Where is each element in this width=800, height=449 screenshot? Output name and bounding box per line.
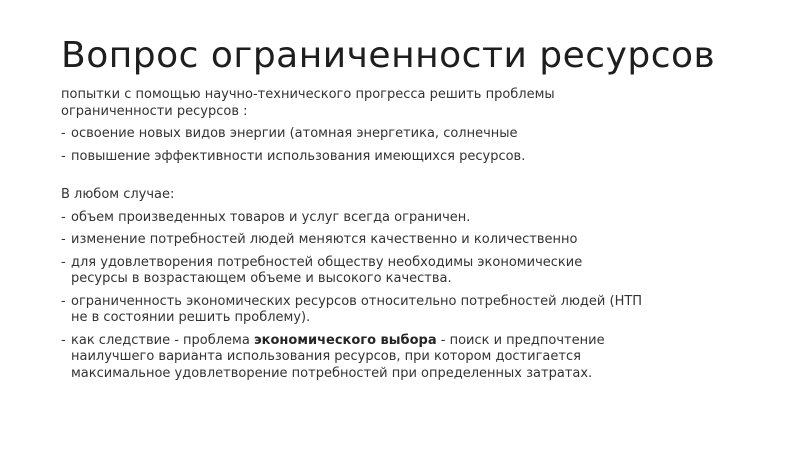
list-item-line: не в состоянии решить проблему). (71, 310, 311, 325)
list-item (61, 126, 761, 143)
emphasis-text: экономического выбора (253, 332, 437, 348)
bullet-dash: - (61, 254, 66, 270)
intro-line-2: ограниченности ресурсов : (61, 103, 248, 119)
list-item (61, 294, 761, 327)
intro-line-1: попытки с помощью научно-технического прогресса решить проблемы (61, 87, 555, 102)
list-item-line: ограниченность экономических ресурсов относительно потребностей людей (НТП (71, 293, 643, 309)
bullet-dash: - (61, 126, 66, 141)
list-item (61, 255, 761, 288)
list-item (61, 149, 761, 166)
section-heading: В любом случае: (61, 187, 175, 202)
bullet-dash: - (61, 232, 66, 247)
list-item (61, 333, 761, 383)
bullet-dash: - (61, 148, 66, 164)
list-item-text: освоение новых видов энергии (атомная энергетика, солнечные (71, 126, 518, 141)
slide-title: Вопрос ограниченности ресурсов (61, 35, 716, 76)
bullet-dash: - (61, 209, 66, 225)
list-item-text: объем произведенных товаров и услуг всегда ограничен. (71, 209, 471, 225)
list-item-text: как следствие - проблема (71, 332, 254, 348)
list-item-line: для удовлетворения потребностей обществу необходимы экономические (71, 254, 583, 270)
list-item-text: - поиск и предпочтение (436, 332, 605, 348)
list-item-text: повышение эффективности использования имеющихся ресурсов. (71, 148, 526, 164)
list-item-line: наилучшего варианта использования ресурсов, при котором достигается (71, 349, 581, 364)
list-item-line (71, 333, 761, 350)
list-item-text: изменение потребностей людей меняются качественно и количественно (71, 232, 578, 247)
list-item (61, 232, 761, 249)
bullet-dash: - (61, 332, 66, 348)
slide-body (61, 87, 761, 388)
intro-paragraph (61, 87, 761, 120)
list-item (61, 210, 761, 227)
bullet-dash: - (61, 293, 66, 309)
spacer (61, 171, 761, 187)
list-item-line: ресурсы в возрастающем объеме и высокого качества. (71, 271, 452, 286)
list-item-line: максимальное удовлетворение потребностей при определенных затратах. (71, 365, 593, 381)
